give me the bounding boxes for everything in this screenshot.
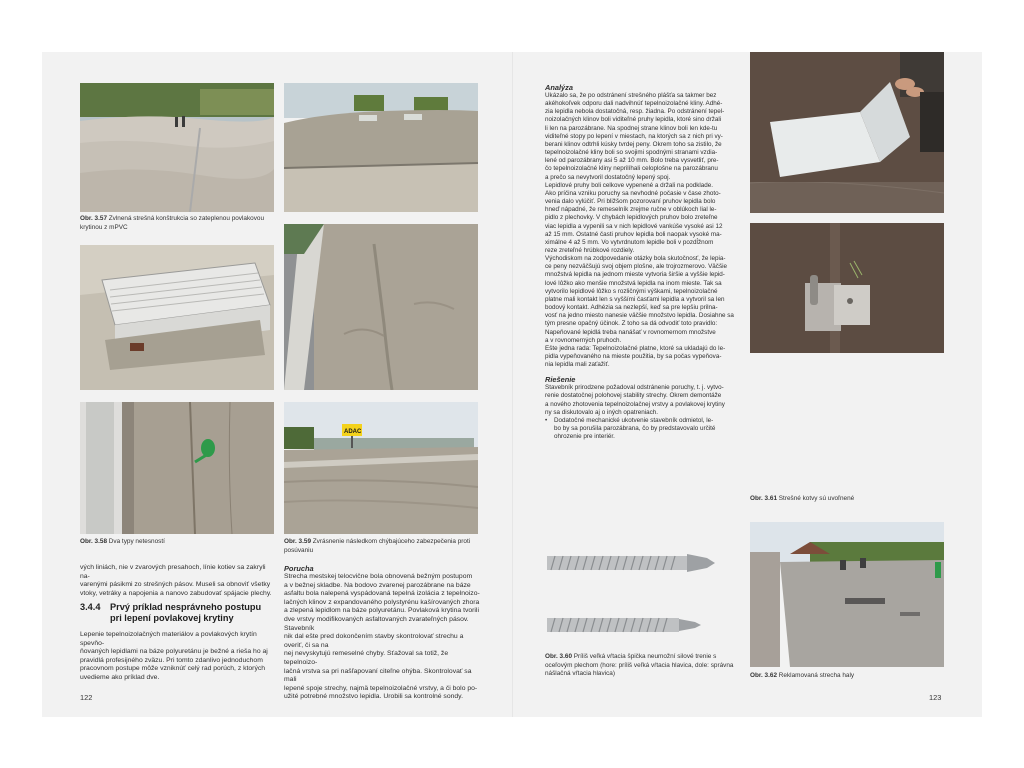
- caption-fig-3-62: Obr. 3.62 Reklamovaná strecha haly: [750, 672, 855, 679]
- right-col1-text: Analýza Ukázalo sa, že po odstránení strešného plášťa sa takmer bez akéhokoľvek odporu dali nadvihnúť tepelnoizolačné kliny. Adhé- zia lepidla nebola dostatočná, resp. žiadna. Po odstránení tepel- noizolačných klinov boli viditeľné pruhy lepidla, ktoré sino držali li len na parozábrane. Na spodnej strane klinov boli len kde-tu viditeľné stopy po lepení v miestach, na ktorých sa z nich pri vy- berani klinov odtrhli kúsky tvrdej peny. Okrem toho sa zistilo, že tepelnoizolačné kliny boli so svojimi spodnými stranami vzdia- lené od parozábrany asi 5 až 10 mm. Bolo treba vysvetliť, pre- čo tepelnoizolačné kliny neprilíhali celoplošne na parozábranu a prečo sa nevytvoril dostatočný lepený spoj. Lepidlové pruhy boli celkove vypenené a držali na podklade. Ako príčina vzniku poruchy sa nevhodné počasie v čase zhoto- venia dalo vylúčiť. Pri bližšom pozorovaní pruhov lepidla bolo hneď nápadné, že remeselník zrejme ručne v oblúkoch lial le- pidlo z plechovky. V chybách lepidlových pruhov bolo zreteľne viac lepidla a vypenili sa v nich lepidlové vankúše vysoké asi 12 až 15 mm. Ostatné časti pruhov lepidla boli naopak vysoké ma- ximálne 4 až 5 mm. Vo vytvrdnutom lepidle boli v pozdĺžnom reze zreteľné hrúbkové rozdiely. Východiskom na zodpovedanie otázky bola skutočnosť, že lepia- ce peny nezväčšujú svoj objem plošne, ale trojrozmerovo. Väčšie množstvá lepidla na jednom mieste vytvoria širšie a vyššie lepid- lové lôžko ako menšie množstvá lepidla na inom mieste. Tak sa vytvorilo lepidlové lôžko s rozličnými výškami, tepelnoizolačné platne mali kontakt len s vyššími časťami lepidla a vytvoril sa len bodový kontakt. Adhézia sa nezlepší, keď sa pre lepšiu prilna- vosť na jedno miesto nanesie väčšie množstvo lepidla. Dosiahne sa tým presne opačný účinok. Z toho sa dá odvodiť toto pravidlo: Napeňované lepidlá treba nanášať v rovnomernom množstve a v rovnomerných pruhoch. Ešte jedna rada: Tepelnoizolačné platne, ktoré sa ukladajú do le- pidla vypeňovaného na mieste použitia, by sa počas vypeňova- nia lepidla mali zaťažiť. Riešenie Stavebník prirodzene požadoval odstránenie poruchy, t. j. vytvo- renie dostatočnej polohovej stability strechy. Okrem demontáže a nového zhotovenia tepelnoizolačnej vrstvy a povlakovej krytiny ny sa diskutovalo aj o iných opatreniach. • Dodatočné mechanické ukotvenie stavebník odmietol, le- bo by sa porušila parozábrana, čo by predstavovalo určité ohrozenie pre interiér.: [545, 83, 743, 441]
- page-number-left: 122: [80, 693, 93, 702]
- photo-leaks: [80, 402, 274, 534]
- page-number-right: 123: [929, 693, 942, 702]
- caption-fig-3-61: Obr. 3.61 Strešné kotvy sú uvoľnené: [750, 495, 855, 502]
- gutter: [512, 52, 513, 717]
- photo-roof-skylights: [284, 83, 478, 212]
- photo-wavy-roof: [80, 83, 274, 212]
- caption-fig-3-57: Obr. 3.57 Zvlnená strešná konštrukcia so zateplenou povlakovou krytinou z mPVC: [80, 215, 265, 231]
- riesenie-heading: Riešenie: [545, 375, 576, 385]
- left-col1-text2: Lepenie tepelnoizolačných materiálov a povlakových krytín spevňo- ňovaných lepidlami na báze polyuretánu je bežné a rieša ho aj pravidlá profesijného zväzu. Pri tomto zdanlivo jednoduchom pracovnom postupe môže vzniknúť celý rad porúch, z ktorých uvedieme ako príklad dve.: [80, 631, 268, 681]
- left-col1-text: vých liniách, nie v zvarových presahoch, línie kotiev sa zakryli na- varenými pásikmi zo strešných pásov. Museli sa obnoviť všetky vtoky, vetráky a napojenia a nanovo zabudovať spájacie plechy.: [80, 564, 272, 597]
- bullet-icon: •: [545, 416, 548, 424]
- adac-sign-text: ADAC: [344, 429, 362, 435]
- photo-vent-unit: [80, 245, 274, 390]
- photo-wrinkled-membrane: [284, 224, 478, 390]
- photo-screw-top: [545, 538, 725, 588]
- bullet-item: • Dodatočné mechanické ukotvenie stavebník odmietol, le- bo by sa porušila parozábrana, čo by predstavovalo určité ohrozenie pre interiér.: [545, 416, 716, 441]
- caption-fig-3-60: Obr. 3.60 Príliš veľká vŕtacia špička neumožní silové trenie s oceľovým plechom (hore: príliš veľká vŕtacia hlavica, dole: správna nášlačná vŕtacia hlavica): [545, 653, 734, 678]
- photo-roof-sign: [284, 402, 478, 534]
- caption-fig-3-58: Obr. 3.58 Dva typy netesností: [80, 538, 165, 545]
- photo-roof-anchor: [750, 223, 944, 353]
- photo-screw-bottom: [545, 600, 725, 650]
- photo-hall-roof: [750, 522, 944, 667]
- photo-lifted-membrane: [750, 52, 944, 182]
- analyza-heading: Analýza: [545, 83, 573, 92]
- section-heading: 3.4.4 Prvý príklad nesprávneho postupu pri lepení povlakovej krytiny: [80, 602, 262, 623]
- porucha-heading: Porucha: [284, 564, 314, 573]
- book-spread: [42, 52, 982, 717]
- caption-fig-3-59: Obr. 3.59 Zvrásnenie následkom chýbajúceho zabezpečenia proti posúvaniu: [284, 538, 471, 554]
- left-col2-text: Porucha Strecha mestskej telocvične bola obnovená bežným postupom a v bežnej skladbe. Na bodovo zvarenej parozábrane na báze asfaltu bola nalepená vyspádovaná tepelná izolácia z tepelnoizo- lačných klinov z expandovaného polystyrénu kašírovaných zhora a zlepená lepidlom na báze polyuretánu. Povlaková krytina tvorili dve vrstvy modifikovaných asfaltovaných zvarateľných pásov. Stavebník nik dal ešte pred dokončením stavby skontrolovať strechu a overiť, či sa na nej nevyskytujú remeselné chyby. Sťažoval sa totiž, že tepelnoizo- lačná vrstva sa pri našľapovaní citeľne ohýba. Skontrolovať sa mali lepené spoje strechy, najmä tepelnoizolačné vrstvy, a či bolo po- užité potrebné množstvo lepidla. Urobili sa kontrolné sondy.: [284, 564, 482, 702]
